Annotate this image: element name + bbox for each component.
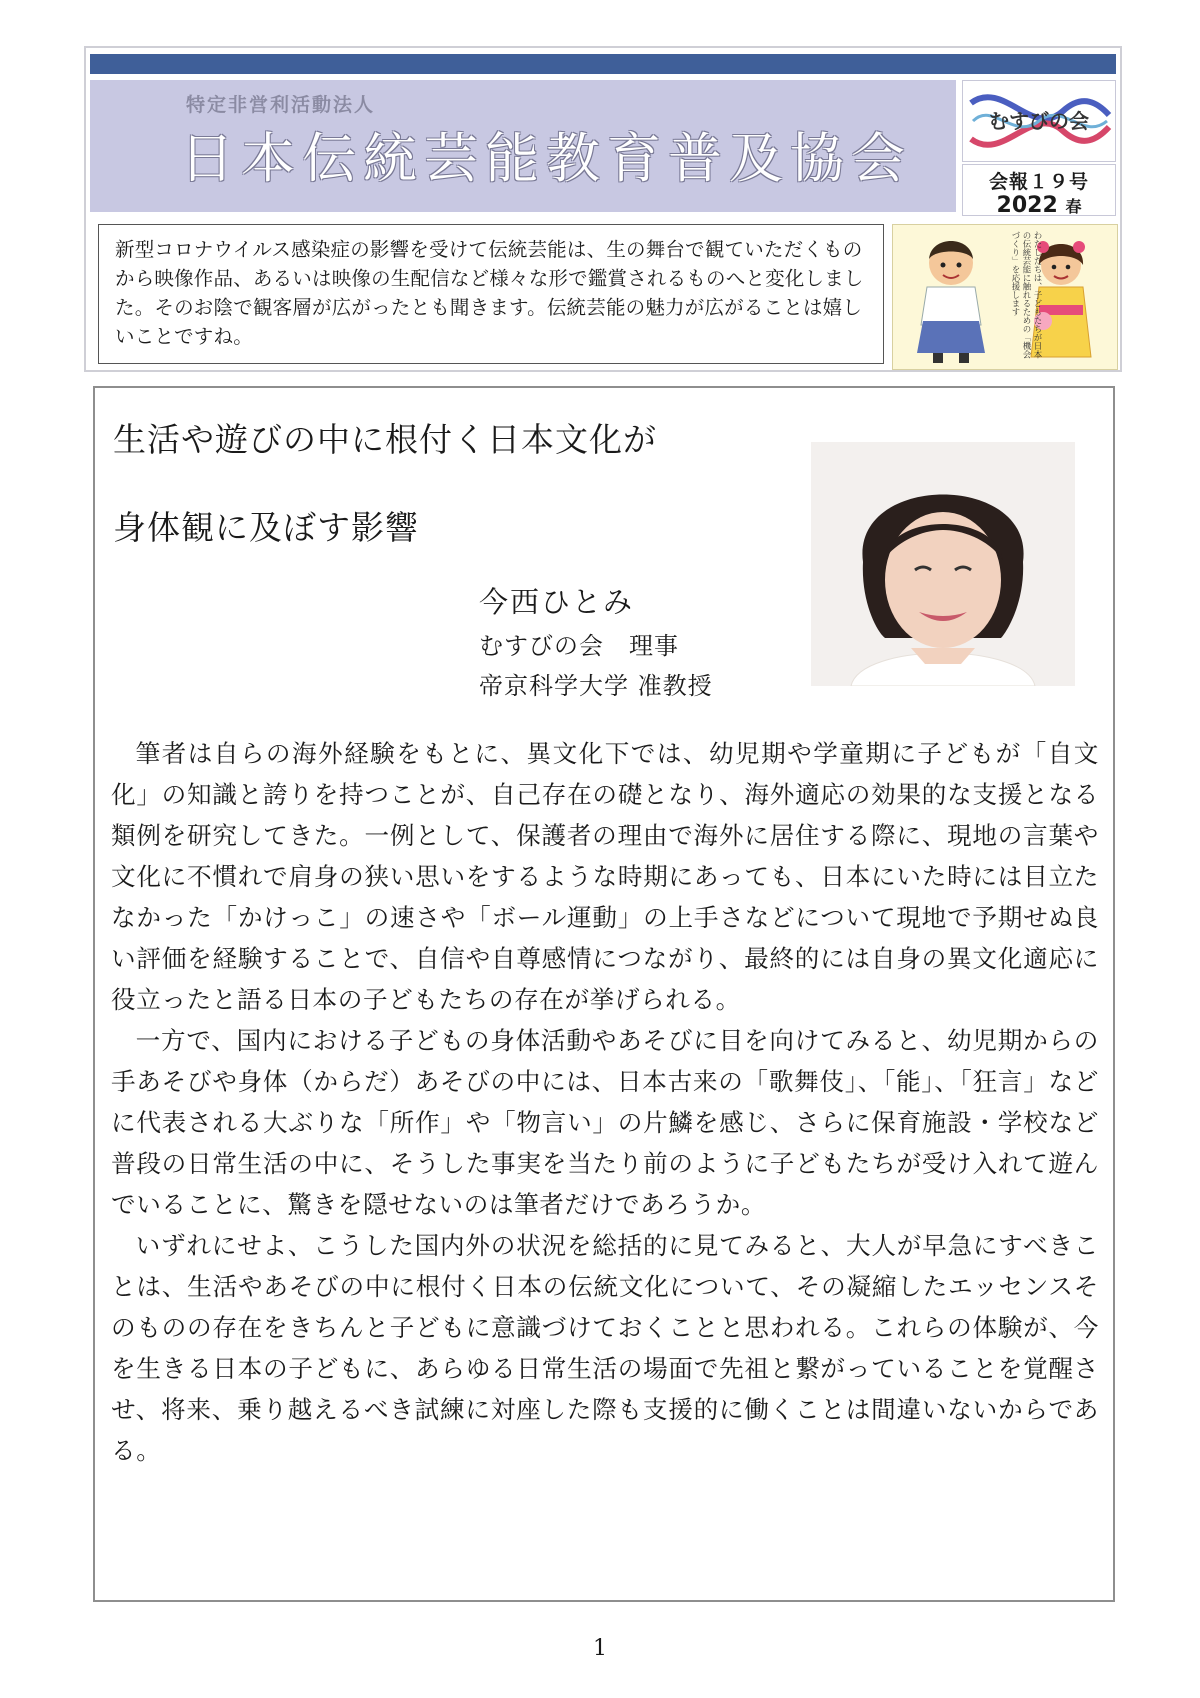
org-name: 日本伝統芸能教育普及協会 [180,127,912,190]
page-number: 1 [593,1636,607,1661]
paragraph-3: いずれにせよ、こうした国内外の状況を総括的に見てみると、大人が早急にすべきことは、生活やあそびの中に根付く日本の伝統文化について、その凝縮したエッセンスそのものの存在をきちんと子どもに意識づけておくことと思われる。これらの体験が、今を生きる日本の子どもに、あらゆる日常生活の場面で先祖と繋がっていることを覚醒させ、将来、乗り越えるべき試練に対座した際も支援的に働くことは間違いないからである。 [111,1231,1099,1465]
author-photo [811,442,1075,686]
intro-text: 新型コロナウイルス感染症の影響を受けて伝統芸能は、生の舞台で観ていただくものから映像作品、あるいは映像の生配信など様々な形で鑑賞されるものへと変化しました。そのお陰で観客層が広がったとも聞きます。伝統芸能の魅力が広がることは嬉しいことですね。 [98,224,884,364]
author-portrait-icon [811,442,1075,686]
author-name: 今西ひとみ [479,585,635,619]
article-title-line2: 身体観に及ぼす影響 [113,508,419,547]
issue-number: 会報１９号 [988,171,1089,193]
musubi-logo [962,80,1116,162]
author-role-2: 帝京科学大学 准教授 [479,672,713,700]
title-panel [90,80,956,212]
issue-year-value: 2022 [996,193,1058,218]
article-box [93,386,1115,1602]
org-type: 特定非営利活動法人 [186,94,376,116]
author-role-1: むすびの会 理事 [479,632,679,660]
header-top-bar [90,54,1116,74]
illustration-caption: わたしたちは、子どもたちが日本の伝統芸能に触れるための「機会づくり」を応援します [1010,231,1042,359]
logo-text: むすびの会 [989,109,1089,133]
children-illustration [892,224,1118,370]
newsletter-header [84,46,1122,372]
issue-box [962,164,1116,216]
paragraph-2: 一方で、国内における子どもの身体活動やあそびに目を向けてみると、幼児期からの手あそびや身体（からだ）あそびの中には、日本古来の「歌舞伎」、「能」、「狂言」などに代表される大ぶりな「所作」や「物言い」の片鱗を感じ、さらに保育施設・学校など普段の日常生活の中に、そうした事実を当たり前のように子どもたちが受け入れて遊んでいることに、驚きを隠せないのは筆者だけであろうか。 [111,1026,1099,1219]
issue-season: 春 [1065,197,1082,216]
paragraph-1: 筆者は自らの海外経験をもとに、異文化下では、幼児期や学童期に子どもが「自文化」の知識と誇りを持つことが、自己存在の礎となり、海外適応の効果的な支援となる類例を研究してきた。一例として、保護者の理由で海外に居住する際に、現地の言葉や文化に不慣れで肩身の狭い思いをするような時期にあっても、日本にいた時には目立たなかった「かけっこ」の速さや「ボール運動」の上手さなどについて現地で予期せぬ良い評価を経験することで、自信や自尊感情につながり、最終的には自身の異文化適応に役立ったと語る日本の子どもたちの存在が挙げられる。 [111,739,1099,1014]
article-body [111,733,1099,1471]
article-title-line1: 生活や遊びの中に根付く日本文化が [113,420,657,459]
issue-year [963,194,1115,219]
kimono-children-icon [893,225,1117,369]
